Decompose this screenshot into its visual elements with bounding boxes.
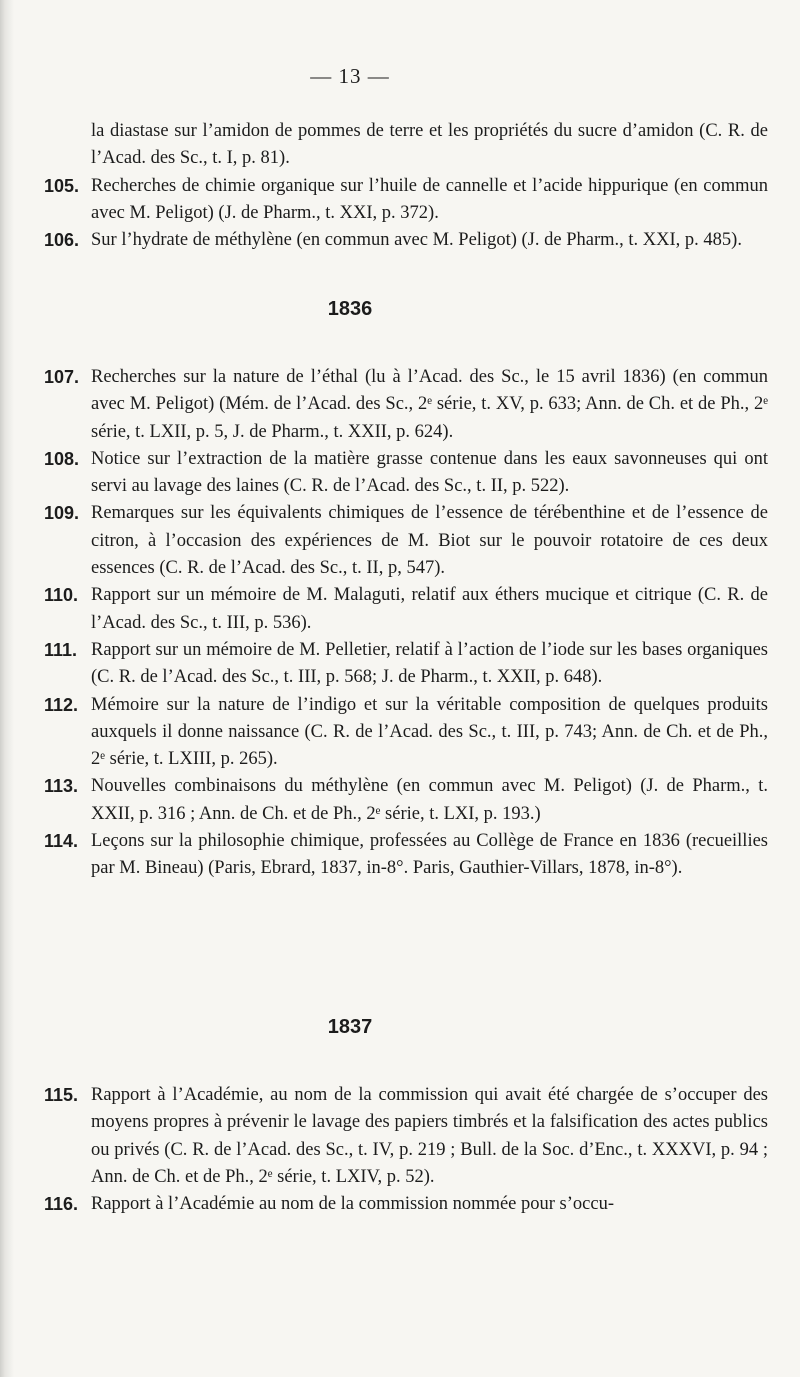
entry-number: 109. — [44, 503, 80, 524]
entry-text: Rapport à l’Académie, au nom de la commission qui avait été chargée de s’occuper des moyens propres à prévenir le lavage des papiers timbrés et la falsification des actes publics ou privés (C. R. de l’Acad. des Sc., t. IV, p. 219 ; Bull. de la Soc. d’Enc., t. XXXVI, p. 94 ; Ann. de Ch. et de Ph., 2ᵉ série, t. LXIV, p. 52). — [91, 1085, 768, 1187]
entry-text: Leçons sur la philosophie chimique, professées au Collège de France en 1836 (recueillies par M. Bineau) (Paris, Ebrard, 1837, in-8°. Paris, Gauthier-Villars, 1878, in-8°). — [91, 831, 768, 879]
entry-number: 110. — [44, 585, 79, 606]
entry-106 — [44, 227, 768, 254]
entry-text: Nouvelles combinaisons du méthylène (en commun avec M. Peligot) (J. de Pharm., t. XXII, p. 316 ; Ann. de Ch. et de Ph., 2ᵉ série, t. LXI, p. 193.) — [91, 776, 768, 824]
section-1837 — [44, 1082, 768, 1218]
entry-114 — [44, 828, 768, 883]
entry-number: 108. — [44, 448, 80, 469]
entry-109 — [44, 500, 768, 582]
entry-number: 113. — [44, 776, 79, 797]
entry-111 — [44, 637, 768, 692]
entry-number: 116. — [44, 1194, 79, 1215]
top-block — [44, 118, 768, 254]
entry-text: Remarques sur les équivalents chimiques de l’essence de térébenthine et de l’essence de citron, à l’occasion des expériences de M. Biot sur le pouvoir rotatoire de ces deux essences (C. R. de l’Acad. des Sc., t. II, p, 547). — [91, 503, 768, 579]
entry-text: Sur l’hydrate de méthylène (en commun avec M. Peligot) (J. de Pharm., t. XXI, p. 485). — [91, 230, 742, 251]
entry-112 — [44, 692, 768, 774]
entry-number: 115. — [44, 1085, 79, 1105]
entry-115 — [44, 1082, 768, 1191]
entry-text: Rapport sur un mémoire de M. Pelletier, relatif à l’action de l’iode sur les bases organiques (C. R. de l’Acad. des Sc., t. III, p. 568; J. de Pharm., t. XXII, p. 648). — [91, 639, 768, 688]
year-heading-1837: 1837 — [327, 1016, 373, 1038]
entry-110 — [44, 582, 768, 637]
entry-text: Notice sur l’extraction de la matière grasse contenue dans les eaux savonneuses qui ont servi au lavage des laines (C. R. de l’Acad. des Sc., t. II, p. 522). — [91, 448, 768, 497]
page-number: — 13 — — [310, 64, 390, 88]
entry-107 — [44, 364, 768, 446]
page-edge-shadow — [0, 0, 14, 1377]
entry-number: 107. — [44, 367, 80, 387]
entry-number: 111. — [44, 639, 78, 660]
entry-text: Mémoire sur la nature de l’indigo et sur la véritable composition de quelques produits auxquels il donne naissance (C. R. de l’Acad. des Sc., t. III, p. 743; Ann. de Ch. et de Ph., 2ᵉ série, t. LXIII, p. 265). — [91, 694, 768, 770]
continuation-text: la diastase sur l’amidon de pommes de terre et les propriétés du sucre d’amidon (C. R. de l’Acad. des Sc., t. I, p. 81). — [91, 121, 768, 169]
entry-116 — [44, 1191, 768, 1218]
entry-text: Recherches sur la nature de l’éthal (lu à l’Acad. des Sc., le 15 avril 1836) (en commun avec M. Peligot) (Mém. de l’Acad. des Sc., 2ᵉ série, t. XV, p. 633; Ann. de Ch. et de Ph., 2ᵉ série, t. LXII, p. 5, J. de Pharm., t. XXII, p. 624). — [91, 367, 768, 442]
entry-105 — [44, 173, 768, 228]
entry-text: Recherches de chimie organique sur l’huile de cannelle et l’acide hippurique (en commun avec M. Peligot) (J. de Pharm., t. XXI, p. 372). — [91, 175, 768, 223]
year-heading-1836: 1836 — [327, 298, 373, 320]
entry-text: Rapport sur un mémoire de M. Malaguti, relatif aux éthers mucique et citrique (C. R. de l’Acad. des Sc., t. III, p. 536). — [91, 585, 768, 633]
entry-number: 106. — [44, 230, 80, 251]
entry-number: 112. — [44, 694, 79, 715]
section-1836 — [44, 364, 768, 883]
entry-113 — [44, 773, 768, 828]
entry-number: 114. — [44, 831, 79, 852]
entry-text: Rapport à l’Académie au nom de la commission nommée pour s’occu- — [91, 1194, 614, 1215]
entry-108 — [44, 446, 768, 501]
entry-number: 105. — [44, 175, 80, 196]
